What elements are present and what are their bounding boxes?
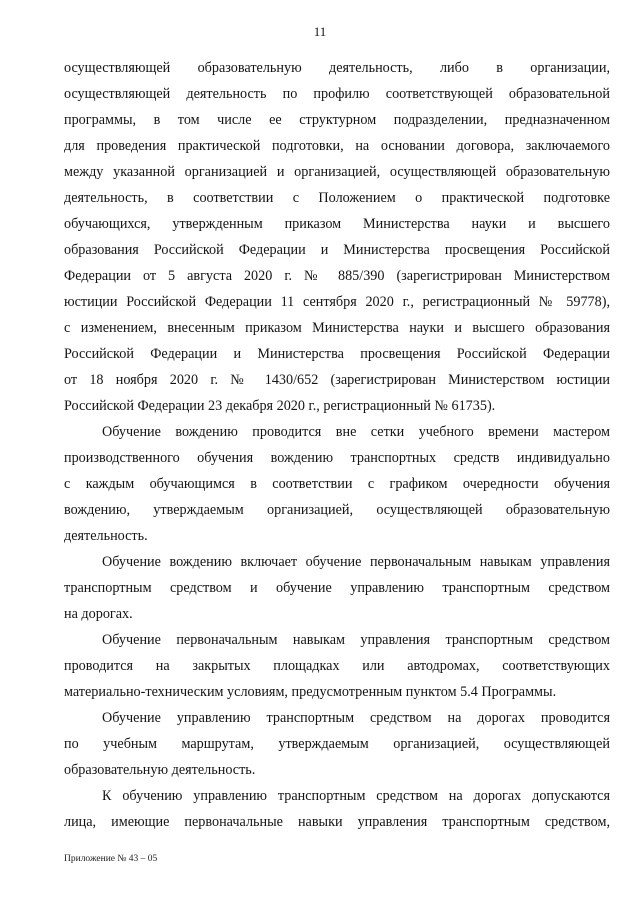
text-line: Российской Федерации 23 декабря 2020 г., регистрационный № 61735). bbox=[64, 398, 496, 414]
text-line: Обучение управлению транспортным средством на дорогах проводится bbox=[102, 710, 610, 726]
text-line: осуществляющей деятельность по профилю соответствующей образовательной bbox=[64, 86, 610, 102]
text-line: проводится на закрытых площадках или автодромах, соответствующих bbox=[64, 658, 610, 674]
text-line: от 18 ноября 2020 г. № 1430/652 (зарегистрирован Министерством юстиции bbox=[64, 372, 610, 388]
text-line: образовательную деятельность. bbox=[64, 762, 256, 778]
text-line: К обучению управлению транспортным средством на дорогах допускаются bbox=[102, 788, 610, 804]
text-line: с изменением, внесенным приказом Министерства науки и высшего образования bbox=[64, 320, 610, 336]
text-line: по учебным маршрутам, утверждаемым организацией, осуществляющей bbox=[64, 736, 610, 752]
paragraph-initial-skills bbox=[64, 627, 610, 705]
paragraph-driving-includes bbox=[64, 549, 610, 627]
text-line: лица, имеющие первоначальные навыки управления транспортным средством, bbox=[64, 814, 610, 830]
text-line: Российской Федерации и Министерства просвещения Российской Федерации bbox=[64, 346, 610, 362]
paragraph-road-admission bbox=[64, 783, 610, 835]
text-line: Федерации от 5 августа 2020 г. № 885/390 (зарегистрирован Министерством bbox=[64, 268, 610, 284]
paragraph-road-training bbox=[64, 705, 610, 783]
text-line: Обучение вождению проводится вне сетки учебного времени мастером bbox=[102, 424, 610, 440]
text-line: программы, в том числе ее структурном подразделении, предназначенном bbox=[64, 112, 610, 128]
text-line: деятельность, в соответствии с Положением о практической подготовке bbox=[64, 190, 610, 206]
text-line: юстиции Российской Федерации 11 сентября 2020 г., регистрационный № 59778), bbox=[64, 294, 610, 310]
body-text bbox=[64, 55, 610, 835]
paragraph-driving-outside-schedule bbox=[64, 419, 610, 549]
text-line: Обучение вождению включает обучение первоначальным навыкам управления bbox=[102, 554, 610, 570]
text-line: осуществляющей образовательную деятельность, либо в организации, bbox=[64, 60, 610, 76]
text-line: между указанной организацией и организацией, осуществляющей образовательную bbox=[64, 164, 610, 180]
text-line: вождению, утверждаемым организацией, осуществляющей образовательную bbox=[64, 502, 610, 518]
text-line: для проведения практической подготовки, на основании договора, заключаемого bbox=[64, 138, 610, 154]
text-line: с каждым обучающимся в соответствии с графиком очередности обучения bbox=[64, 476, 610, 492]
text-line: Обучение первоначальным навыкам управления транспортным средством bbox=[102, 632, 610, 648]
text-line: транспортным средством и обучение управлению транспортным средством bbox=[64, 580, 610, 596]
footer-annex-label: Приложение № 43 – 05 bbox=[64, 854, 158, 864]
page-number: 11 bbox=[313, 24, 327, 39]
text-line: образования Российской Федерации и Министерства просвещения Российской bbox=[64, 242, 610, 258]
text-line: на дорогах. bbox=[64, 606, 133, 622]
paragraph-continuation bbox=[64, 55, 610, 419]
text-line: деятельность. bbox=[64, 528, 148, 544]
text-line: материально-техническим условиям, предусмотренным пунктом 5.4 Программы. bbox=[64, 684, 557, 700]
text-line: обучающихся, утвержденным приказом Министерства науки и высшего bbox=[64, 216, 610, 232]
text-line: производственного обучения вождению транспортных средств индивидуально bbox=[64, 450, 610, 466]
